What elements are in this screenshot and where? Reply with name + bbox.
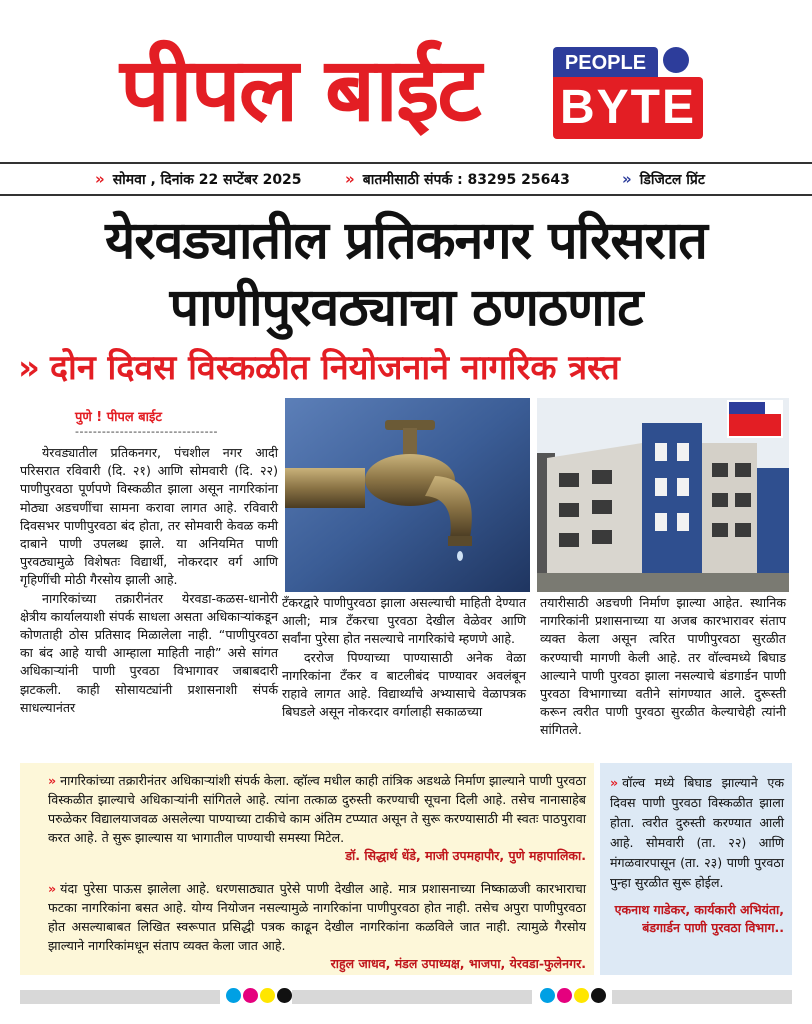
yellow-registration-dot <box>260 988 275 1003</box>
black-registration-dot <box>277 988 292 1003</box>
article-paragraph: नागरिकांच्या तक्रारीनंतर येरवडा-कळस-धानोरी क्षेत्रीय कार्यालयाशी संपर्क साधला असता अधिकाऱ्यांकडून कोणताही ठोस प्रतिसाद मिळालेला नाही. “पाणीपुरवठा का बंद आहे याची आम्हाला माहिती नाही” असे सांगत अधिकाऱ्यांनी पाणी पुरवठा विभागावर जबाबदारी झटकली. काही सोसायट्यांनी प्रशासनाशी संपर्क साधल्यानंतर <box>20 590 278 715</box>
chevron-right-icon: » <box>95 170 105 188</box>
people-byte-logo <box>553 47 703 147</box>
quote-2 <box>48 879 586 972</box>
article-column-1 <box>20 444 278 717</box>
cyan-registration-dot <box>226 988 241 1003</box>
side-quote-author: एकनाथ गाडेकर, कार्यकारी अभियंता, बंडगार्डन पाणी पुरवठा विभाग.. <box>614 902 784 935</box>
magenta-registration-dot <box>243 988 258 1003</box>
masthead-title: पीपल बाईट <box>120 38 480 141</box>
dateline-bar <box>0 162 812 196</box>
yellow-registration-dot <box>574 988 589 1003</box>
logo-top-text: PEOPLE <box>553 47 658 79</box>
headline-line-2: पाणीपुरवठ्याचा ठणठणाट <box>169 278 643 338</box>
article-column-2 <box>282 594 526 721</box>
headline-line-1: येरवड्यातील प्रतिकनगर परिसरात <box>105 211 707 271</box>
quote-2-text: » यंदा पुरेसा पाऊस झालेला आहे. धरणसाठ्यात पुरेसे पाणी देखील आहे. मात्र प्रशासनाच्या निष्काळजी कारभाराचा फटका नागरिकांना बसत आहे. योग्य नियोजन नसल्यामुळे नागरिकांना पाणीपुरवठा होत नाही. तसेच अपुरा पाणीपुरवठा होत असल्याबाबत लिखित स्वरूपात प्रसिद्धी पत्रक काढून देखील नागरिकांना कळविले जात नाही. त्यामुळे गैरसोय झाल्याने नागरिकांमधून संताप व्यक्त केला जात आहे. <box>48 881 586 953</box>
footer-bar-middle <box>292 990 532 1004</box>
chevron-right-icon: » <box>345 170 355 188</box>
article-paragraph: येरवड्यातील प्रतिकनगर, पंचशील नगर आदी परिसरात रविवारी (दि. २१) आणि सोमवारी (दि. २२) पाणीपुरवठा पूर्णपणे विस्कळीत झाला असून नागरिकांना मोठ्या अडचणींचा सामना करावा लागत आहे. रविवारी दिवसभर पाणीपुरवठा बंद होता, तर सोमवारी केवळ कमी दाबाने पाणी उपलब्ध झाले. या अनियमित पाणी पुरवठ्यामुळे विशेषतः विद्यार्थी, नोकरदार वर्ग आणि गृहिणींची मोठी गैरसोय झाली आहे. <box>20 445 278 588</box>
water-tap-photo <box>285 398 530 592</box>
side-quote-box <box>600 763 792 975</box>
magenta-registration-dot <box>557 988 572 1003</box>
byline-separator: -------------------------------- <box>75 425 219 438</box>
article-paragraph: तयारीसाठी अडचणी निर्माण झाल्या आहेत. स्थानिक नागरिकांनी प्रशासनाच्या या अजब कारभारावर संताप व्यक्त केला असून त्वरित पाणीपुरवठा सुरळीत करण्याची मागणी केली आहे. तर वॉल्वमध्ये बिघाड आल्याने पाणी पुरवठा झाला नसल्याचे बंडगार्डन पाणी पुरवठा विभागाच्या वतीने सांगण्यात आले. दुरूस्ती करून त्वरीत पाणी पुरवठा सुरळीत केल्याचेही त्यांनी सांगितले. <box>540 595 786 738</box>
black-registration-dot <box>591 988 606 1003</box>
quote-1-author: डॉ. सिद्धार्थ धेंडे, माजी उपमहापौर, पुणे महापालिका. <box>345 848 586 863</box>
article-paragraph: दररोज पिण्याच्या पाण्यासाठी अनेक वेळा नागरिकांना टँकर व बाटलीबंद पाण्यावर अवलंबून राहावे लागत आहे. विद्यार्थ्यांचे अभ्यासाचे वेळापत्रक बिघडले असून नोकरदार वर्गालाही सकाळच्या <box>282 649 526 720</box>
dateline-contact: » बातमीसाठी संपर्क : 83295 25643 <box>345 170 570 188</box>
byline: पुणे ! पीपल बाईट <box>75 410 162 425</box>
chevron-right-icon: » <box>48 773 57 788</box>
article-paragraph: टँकरद्वारे पाणीपुरवठा झाला असल्याची माहिती देण्यात आली; मात्र टँकरचा पुरवठा देखील वेळेवर आणि सर्वांना पुरेसा होत नसल्याचे नागरिकांचे म्हणणे आहे. <box>282 595 526 647</box>
side-quote <box>610 773 784 937</box>
chevron-right-icon: » <box>18 348 40 388</box>
footer-bar-left <box>20 990 220 1004</box>
person-icon <box>663 47 689 73</box>
subheadline: » दोन दिवस विस्कळीत नियोजनाने नागरिक त्रस्त <box>18 348 620 388</box>
dateline-date: » सोमवा , दिनांक 22 सप्टेंबर 2025 <box>95 170 302 188</box>
chevron-right-icon: » <box>622 170 632 188</box>
quote-1 <box>48 771 586 864</box>
article-column-3 <box>540 594 786 740</box>
side-quote-text: » वॉल्व मध्ये बिघाड झाल्याने एक दिवस पाणी पुरवठा विस्कळीत झाला होता. त्वरीत दुरुस्ती करण्यात आली आहे. सोमवारी (ता. २२) आणि मंगळवारपासून (ता. २३) पाणी पुरवठा पुन्हा सुरळीत सुरू होईल. <box>610 775 784 890</box>
building-photo <box>537 398 789 592</box>
dateline-edition: » डिजिटल प्रिंट <box>622 170 705 188</box>
logo-bottom-text: BYTE <box>553 77 703 139</box>
quote-2-author: राहुल जाधव, मंडल उपाध्यक्ष, भाजपा, येरवडा-फुलेनगर. <box>330 956 586 971</box>
chevron-right-icon: » <box>610 775 619 790</box>
quotes-box <box>20 763 594 975</box>
chevron-right-icon: » <box>48 881 57 896</box>
cyan-registration-dot <box>540 988 555 1003</box>
footer-bar-right <box>612 990 792 1004</box>
quote-1-text: » नागरिकांच्या तक्रारीनंतर अधिकाऱ्यांशी संपर्क केला. व्हॉल्व मधील काही तांत्रिक अडथळे निर्माण झाल्याने पाणी पुरवठा विस्कळीत झाल्याचे अधिकाऱ्यांनी सांगितले आहे. त्यांना तत्काळ दुरुस्ती करण्याची सूचना दिली आहे. तसेच नानासाहेब परुळेकर विद्यालयाजवळ असलेल्या पाण्याच्या टाकीचे काम अंतिम टप्प्यात असून ते सुरू करण्यासाठी मी स्वतः पाठपुरावा करत आहे. ते सुरू झाल्यास या भागातील पाण्याची समस्या मिटेल. <box>48 773 586 845</box>
